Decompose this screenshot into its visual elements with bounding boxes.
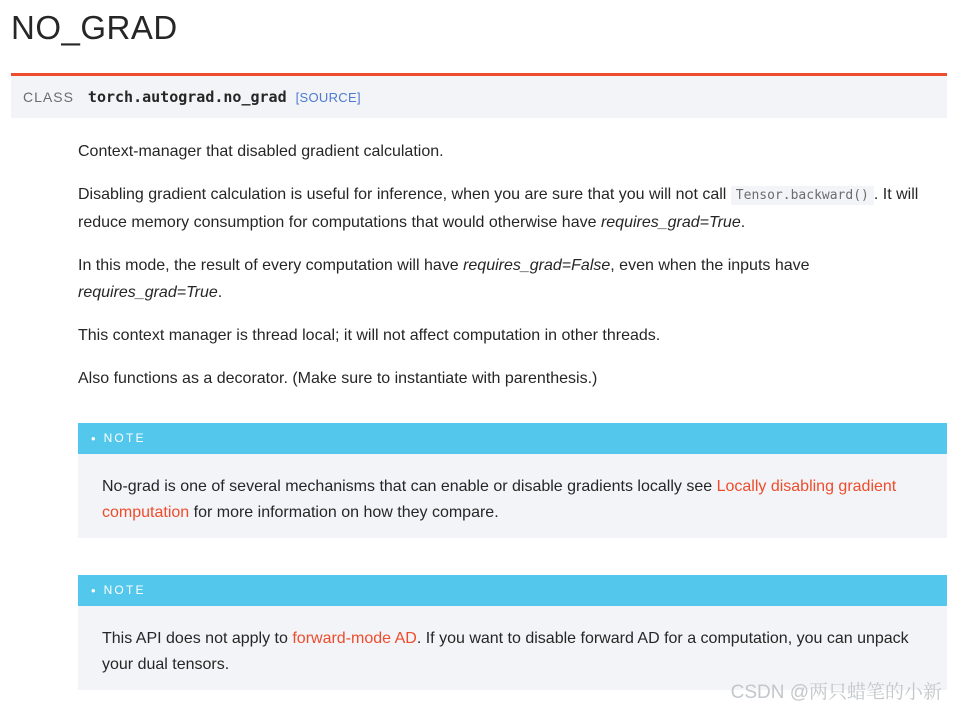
paragraph-text: , even when the inputs have (610, 257, 810, 274)
paragraph-in-this-mode (78, 252, 947, 306)
note-box-forward-mode-ad (78, 575, 947, 690)
link-locally-disabling-gradient-computation[interactable]: Locally disabling gradient computation (102, 478, 897, 521)
paragraph-text: . (740, 214, 746, 231)
note-header (78, 423, 947, 454)
link-forward-mode-ad[interactable]: forward-mode AD (292, 630, 417, 647)
paragraph-context-manager (78, 138, 947, 165)
class-keyword-label: CLASS (23, 89, 74, 105)
note-text: . If you want to disable forward AD for a computation, you can unpack your dual tensors. (102, 630, 909, 673)
source-link[interactable]: [SOURCE] (295, 89, 361, 105)
italic-requires-grad-false: requires_grad=False (463, 257, 611, 274)
csdn-watermark: CSDN @两只蜡笔的小新 (730, 682, 942, 703)
content-container (11, 8, 947, 690)
note-body (78, 454, 947, 538)
note-box-gradient-mechanisms (78, 423, 947, 538)
paragraph-text: Context-manager that disabled gradient calculation. (78, 143, 444, 160)
class-signature-code: torch.autograd.no_grad (87, 88, 287, 106)
bullet-icon: • (91, 431, 96, 446)
inline-code-tensor-backward: Tensor.backward() (731, 186, 874, 205)
note-text: for more information on how they compare. (189, 504, 499, 521)
paragraph-text: . It will reduce memory consumption for computations that would otherwise have (78, 186, 919, 231)
paragraph-text: In this mode, the result of every computation will have (78, 257, 464, 274)
paragraph-thread-local (78, 322, 947, 349)
class-signature-bar (11, 73, 947, 118)
note-header (78, 575, 947, 606)
italic-requires-grad-true: requires_grad=True (78, 284, 218, 301)
paragraph-text: This context manager is thread local; it will not affect computation in other threads. (78, 327, 661, 344)
paragraph-text: Also functions as a decorator. (Make sure to instantiate with parenthesis.) (78, 370, 598, 387)
paragraph-text: Disabling gradient calculation is useful for inference, when you are sure that you will not call (78, 186, 731, 203)
paragraph-disabling (78, 181, 947, 236)
paragraph-text: . (217, 284, 223, 301)
italic-requires-grad-true: requires_grad=True (600, 214, 741, 231)
note-label: NOTE (103, 431, 146, 445)
bullet-icon: • (91, 583, 96, 598)
note-text: This API does not apply to (102, 630, 293, 647)
paragraph-decorator (78, 365, 947, 392)
page-title: NO_GRAD (11, 9, 178, 46)
article-body (78, 118, 947, 690)
note-text: No-grad is one of several mechanisms that can enable or disable gradients locally see (102, 478, 717, 495)
note-label: NOTE (103, 583, 146, 597)
